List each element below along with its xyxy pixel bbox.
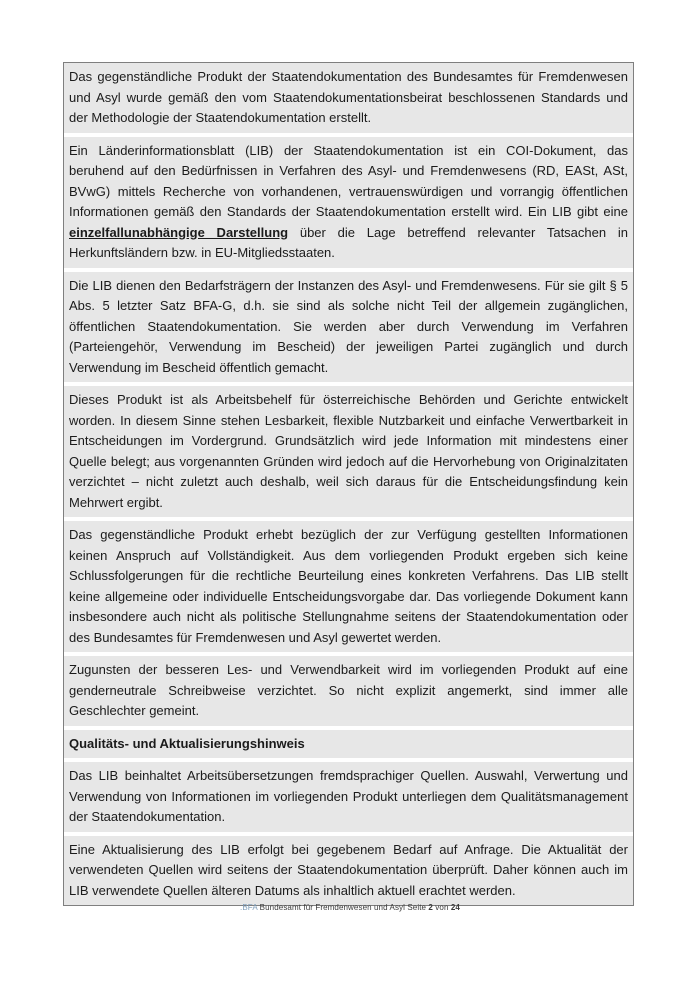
text-run: einzelfallunabhängige Darstellung (69, 224, 289, 240)
text-run: 24 (450, 903, 460, 912)
text-run: Das gegenständliche Produkt der Staatendokumentation des Bundesamtes für Fremdenwesen und Asyl wurde gemäß den vom Staatendokumentationsbeirat beschlossenen Standards und der Methodologie der Staatendokumentation erstellt. (69, 69, 628, 125)
paragraph (64, 656, 633, 726)
paragraph (64, 762, 633, 832)
text-run: Qualitäts- und Aktualisierungshinweis (69, 735, 305, 751)
text-run: Eine Aktualisierung des LIB erfolgt bei gegebenem Bedarf auf Anfrage. Die Aktualität der verwendeten Quellen wird seitens der Staatendokumentation überprüft. Daher können auch im LIB verwendete Quellen älteren Datums als inhaltlich aktuell erachtet werden. (69, 841, 628, 898)
paragraph (64, 836, 633, 906)
section-heading (64, 730, 633, 759)
paragraph (64, 272, 633, 383)
paragraph (64, 63, 633, 133)
text-run: Dieses Produkt ist als Arbeitsbehelf für österreichische Behörden und Gerichte entwickelt worden. In diesem Sinne stehen Lesbarkeit, flexible Nutzbarkeit und einfache Verwertbarkeit in Entscheidungen im Vordergrund. Grundsätzlich wird jede Information mit mindestens einer Quelle belegt; aus vorgenannten Gründen wird jedoch auf die Hervorhebung von Originalzitaten verzichtet – nicht zuletzt auch deshalb, weil sich daraus für die Entscheidungsfindung kein Mehrwert ergibt. (69, 392, 628, 510)
page-footer (0, 903, 700, 913)
text-run: Das LIB beinhaltet Arbeitsübersetzungen fremdsprachiger Quellen. Auswahl, Verwertung und Verwendung von Informationen im vorliegenden Produkt unterliegen dem Qualitätsmanagement der Staatendokumentation. (69, 768, 628, 824)
text-run: Zugunsten der besseren Les- und Verwendbarkeit wird im vorliegenden Produkt auf eine genderneutrale Schreibweise verzichtet. So nicht explizit angemerkt, sind immer alle Geschlechter gemeint. (69, 662, 628, 718)
bfa-logo-text: .BFA (240, 903, 258, 912)
text-run: Ein Länderinformationsblatt (LIB) der Staatendokumentation ist ein COI-Dokument, das beruhend auf den Bedürfnissen in Verfahren des Asyl- und Fremdenwesens (RD, EASt, ASt, BVwG) mittels Recherche von vorhandenen, vertrauenswürdigen und vorrangig öffentlichen Informationen gemäß den Standards der Staatendokumentation erstellt wird. Ein LIB gibt eine (69, 142, 628, 219)
text-run: Bundesamt für Fremdenwesen und Asyl Seite (257, 903, 429, 912)
text-run: Die LIB dienen den Bedarfsträgern der Instanzen des Asyl- und Fremdenwesens. Für sie gilt § 5 Abs. 5 letzter Satz BFA-G, d.h. sie sind als solche nicht Teil der allgemein zugänglichen, öffentlichen Staatendokumentation. Sie werden aber durch Verwendung im Verfahren (Parteiengehör, Verwendung im Bescheid) der jeweiligen Partei zugänglich und durch Verwendung im Bescheid öffentlich gemacht. (69, 277, 628, 375)
text-run: von (432, 903, 451, 912)
paragraph (64, 386, 633, 517)
text-run: 2 (428, 903, 433, 912)
paragraph (64, 521, 633, 652)
text-run: Das gegenständliche Produkt erhebt bezüglich der zur Verfügung gestellten Informationen keinen Anspruch auf Vollständigkeit. Aus dem vorliegenden Produkt ergeben sich keine Schlussfolgerungen für die rechtliche Beurteilung eines konkreten Verfahrens. Das LIB stellt keine allgemeine oder individuelle Entscheidungsvorgabe dar. Das vorliegende Dokument kann insbesondere auch nicht als politische Stellungnahme seitens der Staatendokumentation oder des Bundesamtes für Fremdenwesen und Asyl gewertet werden. (69, 527, 628, 645)
paragraph (64, 137, 633, 268)
text-run: über die Lage betreffend relevanter Tatsachen in Herkunftsländern bzw. in EU-Mitgliedsstaaten. (69, 224, 628, 260)
document-body (63, 62, 634, 906)
